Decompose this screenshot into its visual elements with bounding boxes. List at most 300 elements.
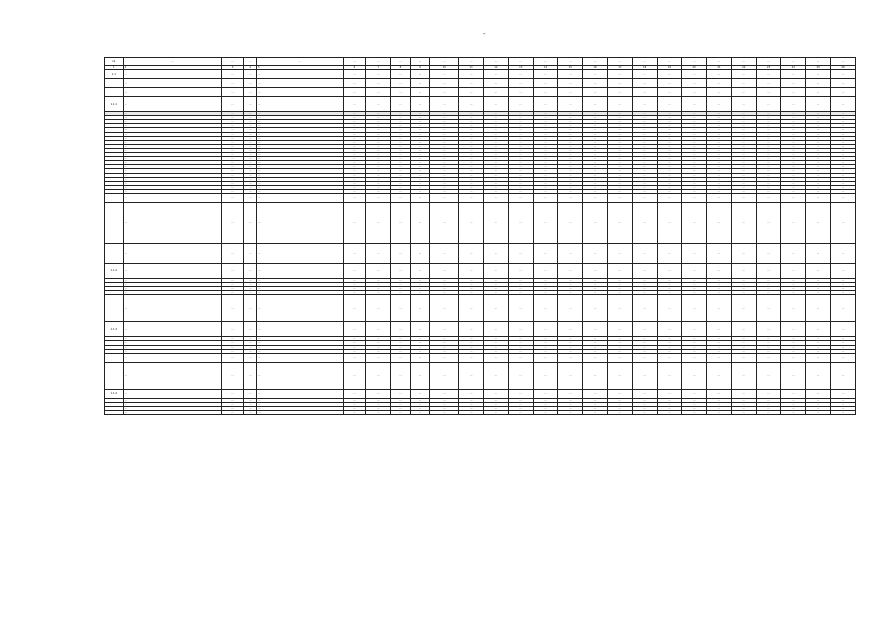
table-cell: … [707, 362, 732, 389]
table-cell: … [244, 161, 256, 165]
table-cell: … [123, 148, 221, 152]
table-cell: … [459, 177, 484, 181]
table-cell: … [806, 124, 831, 128]
table-cell: … [657, 406, 682, 410]
table-cell: … [508, 263, 533, 278]
table-cell: … [410, 362, 430, 389]
table-cell: 8 [391, 66, 411, 70]
table-cell: … [256, 243, 343, 263]
table-cell: … [343, 136, 366, 140]
table-cell: … [343, 295, 366, 322]
table-cell: … [366, 353, 391, 362]
table-cell: … [484, 362, 509, 389]
table-cell: … [256, 128, 343, 132]
table-cell: … [806, 402, 831, 406]
table-cell: 1.1.2 [105, 263, 124, 278]
table-cell: … [583, 402, 608, 406]
table-cell: … [391, 189, 411, 193]
table-cell: 6 [343, 66, 366, 70]
table-cell: … [632, 144, 657, 148]
table-cell: … [459, 341, 484, 345]
table-cell: … [366, 402, 391, 406]
table-cell: … [256, 116, 343, 120]
table-cell: … [682, 345, 707, 349]
table-cell: … [256, 411, 343, 415]
table-cell: … [366, 88, 391, 97]
table-cell: … [410, 97, 430, 112]
table-cell: … [244, 173, 256, 177]
table-cell: … [806, 88, 831, 97]
table-cell: … [583, 353, 608, 362]
table-cell: … [607, 144, 632, 148]
table-cell: … [583, 291, 608, 295]
table-cell: … [657, 341, 682, 345]
table-cell: … [430, 185, 459, 189]
table-cell: … [484, 287, 509, 291]
table-cell: … [256, 161, 343, 165]
table-cell: … [756, 362, 781, 389]
table-cell: … [459, 116, 484, 120]
table-cell: … [657, 97, 682, 112]
table-cell: … [583, 263, 608, 278]
table-cell: … [583, 153, 608, 157]
table-cell: … [391, 353, 411, 362]
table-cell: … [632, 157, 657, 161]
table-cell: … [366, 169, 391, 173]
table-cell: … [430, 263, 459, 278]
table-cell: … [756, 278, 781, 282]
table-cell: 1.1 [105, 70, 124, 79]
table-cell: … [366, 406, 391, 410]
table-cell: … [781, 341, 806, 345]
table-cell: … [558, 157, 583, 161]
table-cell: … [806, 120, 831, 124]
table-cell: … [731, 402, 756, 406]
table-cell: … [221, 112, 244, 116]
table-cell: … [256, 148, 343, 152]
table-cell: … [682, 389, 707, 398]
table-cell: … [343, 181, 366, 185]
table-cell: … [657, 389, 682, 398]
table-cell: … [123, 136, 221, 140]
table-cell: … [459, 120, 484, 124]
table-cell: … [391, 112, 411, 116]
column-header: … [430, 58, 459, 66]
table-cell: … [533, 322, 558, 337]
table-cell: … [430, 389, 459, 398]
table-cell: … [830, 97, 855, 112]
table-cell: … [459, 278, 484, 282]
table-cell: … [410, 322, 430, 337]
table-cell: … [410, 189, 430, 193]
table-cell: … [459, 136, 484, 140]
table-cell: … [244, 177, 256, 181]
table-cell: 26 [830, 66, 855, 70]
table-cell: … [366, 362, 391, 389]
table-cell: … [391, 398, 411, 402]
table-cell: … [682, 402, 707, 406]
table-cell: … [830, 349, 855, 353]
table-cell: … [484, 189, 509, 193]
table-cell: … [391, 341, 411, 345]
table-cell: … [558, 177, 583, 181]
table-cell: … [256, 189, 343, 193]
table-cell: … [583, 128, 608, 132]
table-cell: … [430, 283, 459, 287]
table-cell: … [459, 291, 484, 295]
table-cell: … [632, 177, 657, 181]
table-cell: … [366, 389, 391, 398]
table-cell: … [366, 398, 391, 402]
table-cell: … [781, 79, 806, 88]
table-cell: … [484, 124, 509, 128]
table-cell: … [410, 136, 430, 140]
table-cell: … [343, 112, 366, 116]
table-cell: … [123, 349, 221, 353]
table-cell: … [484, 79, 509, 88]
table-cell: … [657, 161, 682, 165]
table-cell: … [558, 389, 583, 398]
table-cell: … [484, 140, 509, 144]
table-cell: … [657, 185, 682, 189]
table-cell: … [410, 165, 430, 169]
table-cell: … [830, 165, 855, 169]
table-cell: … [123, 79, 221, 88]
table-cell: … [366, 411, 391, 415]
table-cell: … [682, 283, 707, 287]
table-cell: … [806, 148, 831, 152]
table-cell: … [583, 389, 608, 398]
table-cell: … [558, 112, 583, 116]
table-cell: … [459, 263, 484, 278]
table-cell: … [657, 263, 682, 278]
table-cell: … [256, 70, 343, 79]
table-cell: … [221, 173, 244, 177]
table-cell: … [781, 173, 806, 177]
table-cell: … [430, 153, 459, 157]
table-cell: … [410, 112, 430, 116]
table-cell: … [781, 345, 806, 349]
table-cell: … [830, 181, 855, 185]
table-cell: … [830, 287, 855, 291]
table-cell: 21 [707, 66, 732, 70]
table-cell: … [682, 278, 707, 282]
table-cell: … [682, 173, 707, 177]
table-cell: … [806, 353, 831, 362]
table-cell: … [533, 185, 558, 189]
table-cell: … [830, 88, 855, 97]
table-cell: … [256, 353, 343, 362]
table-cell: … [806, 398, 831, 402]
table-cell: … [221, 124, 244, 128]
table-cell: … [781, 283, 806, 287]
table-cell: … [632, 402, 657, 406]
table-cell: … [533, 124, 558, 128]
table-cell: … [731, 322, 756, 337]
table-cell: … [391, 263, 411, 278]
table-cell: … [806, 181, 831, 185]
table-cell: … [459, 287, 484, 291]
table-cell: … [508, 169, 533, 173]
table-cell: … [607, 349, 632, 353]
table-cell: … [731, 116, 756, 120]
table-cell: … [484, 165, 509, 169]
column-header: … [632, 58, 657, 66]
table-row [105, 79, 856, 88]
table-cell: … [632, 136, 657, 140]
table-cell: … [682, 189, 707, 193]
table-cell: … [806, 295, 831, 322]
table-cell: … [430, 278, 459, 282]
table-cell: … [123, 283, 221, 287]
table-cell: … [533, 157, 558, 161]
table-cell: … [707, 341, 732, 345]
table-cell: … [391, 283, 411, 287]
table-cell: … [343, 177, 366, 181]
table-cell: … [123, 402, 221, 406]
table-cell: … [806, 128, 831, 132]
table-cell: … [607, 362, 632, 389]
table-cell: … [558, 173, 583, 177]
table-cell: … [731, 181, 756, 185]
table-cell: … [756, 322, 781, 337]
table-cell: … [558, 97, 583, 112]
table-cell: … [607, 181, 632, 185]
table-cell: … [806, 337, 831, 341]
table-cell: … [830, 402, 855, 406]
table-cell: … [632, 398, 657, 402]
table-cell: … [221, 402, 244, 406]
column-header: … [221, 58, 244, 66]
table-cell: … [123, 362, 221, 389]
table-cell: … [123, 193, 221, 202]
table-cell: … [830, 120, 855, 124]
table-cell: … [558, 144, 583, 148]
table-cell: … [533, 128, 558, 132]
table-cell: … [707, 185, 732, 189]
table-cell: … [123, 173, 221, 177]
table-cell: … [731, 349, 756, 353]
table-cell: … [707, 402, 732, 406]
table-cell: … [459, 243, 484, 263]
table-cell: … [657, 322, 682, 337]
table-cell: … [731, 278, 756, 282]
table-cell: … [806, 287, 831, 291]
table-cell: … [756, 243, 781, 263]
table-cell: … [244, 132, 256, 136]
table-cell: … [459, 189, 484, 193]
table-cell: … [366, 278, 391, 282]
table-cell: … [781, 136, 806, 140]
table-cell: … [410, 283, 430, 287]
table-cell: … [657, 278, 682, 282]
table-cell: … [731, 398, 756, 402]
table-cell: … [410, 185, 430, 189]
table-cell: … [830, 291, 855, 295]
table-cell: … [244, 136, 256, 140]
table-cell: … [221, 88, 244, 97]
table-cell: … [583, 349, 608, 353]
table-cell: … [632, 389, 657, 398]
table-cell: … [707, 144, 732, 148]
table-cell: … [806, 202, 831, 243]
table-cell: … [343, 144, 366, 148]
table-cell: … [830, 389, 855, 398]
table-cell: … [123, 161, 221, 165]
table-cell: … [410, 345, 430, 349]
table-cell: … [391, 337, 411, 341]
table-cell: … [533, 120, 558, 124]
table-cell: … [244, 185, 256, 189]
table-cell: … [607, 411, 632, 415]
table-cell: … [244, 389, 256, 398]
column-header: … [484, 58, 509, 66]
table-cell: … [221, 177, 244, 181]
table-cell: … [682, 161, 707, 165]
table-cell: … [731, 124, 756, 128]
table-cell: … [657, 337, 682, 341]
table-cell: … [583, 177, 608, 181]
table-cell: … [657, 144, 682, 148]
table-cell: … [366, 136, 391, 140]
table-cell: … [221, 193, 244, 202]
table-cell: … [256, 136, 343, 140]
table-cell: … [632, 140, 657, 144]
table-cell: … [558, 148, 583, 152]
table-cell: … [508, 411, 533, 415]
column-header: … [731, 58, 756, 66]
table-cell: … [583, 157, 608, 161]
table-cell: … [123, 322, 221, 337]
table-cell: 18 [632, 66, 657, 70]
table-cell: … [366, 97, 391, 112]
table-cell: … [484, 116, 509, 120]
table-cell: … [558, 124, 583, 128]
table-cell: … [583, 136, 608, 140]
table-row [105, 389, 856, 398]
table-cell: … [484, 136, 509, 140]
table-cell: … [459, 349, 484, 353]
table-cell: … [391, 402, 411, 406]
table-cell: … [657, 353, 682, 362]
table-cell: … [781, 144, 806, 148]
table-cell: … [731, 345, 756, 349]
table-cell: … [430, 177, 459, 181]
table-cell: … [607, 132, 632, 136]
table-cell: … [806, 112, 831, 116]
table-cell: … [256, 132, 343, 136]
table-cell: … [410, 140, 430, 144]
table-cell: … [430, 287, 459, 291]
table-cell: … [781, 116, 806, 120]
table-cell: … [607, 70, 632, 79]
table-cell: … [830, 157, 855, 161]
table-cell: … [558, 136, 583, 140]
table-cell: … [459, 193, 484, 202]
table-cell: … [558, 411, 583, 415]
table-cell: … [410, 116, 430, 120]
table-cell: … [430, 161, 459, 165]
table-cell: … [533, 287, 558, 291]
table-cell: … [632, 116, 657, 120]
table-cell: … [583, 116, 608, 120]
table-cell: … [558, 153, 583, 157]
table-cell: … [123, 353, 221, 362]
table-cell: … [508, 157, 533, 161]
table-cell: … [484, 185, 509, 189]
table-cell: … [731, 341, 756, 345]
table-cell: … [830, 144, 855, 148]
column-header: … [410, 58, 430, 66]
table-cell: … [558, 278, 583, 282]
table-cell: … [756, 124, 781, 128]
table-cell: 5 [256, 66, 343, 70]
table-cell: … [707, 278, 732, 282]
table-cell: … [607, 169, 632, 173]
table-cell: … [484, 389, 509, 398]
table-cell: … [607, 148, 632, 152]
table-row [105, 88, 856, 97]
table-cell: … [410, 70, 430, 79]
table-cell: … [806, 243, 831, 263]
table-cell: … [583, 202, 608, 243]
table-cell: … [781, 120, 806, 124]
table-cell: … [682, 116, 707, 120]
table-cell: … [806, 341, 831, 345]
column-header: … [256, 58, 343, 66]
table-cell: … [391, 185, 411, 189]
table-cell: … [781, 278, 806, 282]
table-cell: … [682, 406, 707, 410]
table-cell: … [343, 389, 366, 398]
table-cell: … [632, 406, 657, 410]
table-cell: … [459, 161, 484, 165]
table-cell: … [533, 411, 558, 415]
table-cell: … [123, 97, 221, 112]
table-cell: … [221, 337, 244, 341]
table-cell: … [806, 291, 831, 295]
table-cell: … [366, 148, 391, 152]
table-cell: … [366, 295, 391, 322]
table-cell: … [682, 97, 707, 112]
table-cell: … [123, 169, 221, 173]
table-cell: … [244, 70, 256, 79]
table-cell: 19 [657, 66, 682, 70]
table-cell: … [256, 120, 343, 124]
table-cell: 14 [533, 66, 558, 70]
table-cell: 16 [583, 66, 608, 70]
table-cell: … [731, 173, 756, 177]
table-cell: … [221, 148, 244, 152]
table-cell: … [583, 345, 608, 349]
table-cell: … [632, 124, 657, 128]
table-cell: … [221, 128, 244, 132]
table-cell: … [244, 169, 256, 173]
table-cell: … [607, 193, 632, 202]
table-cell: … [583, 124, 608, 128]
table-cell: 11 [459, 66, 484, 70]
table-cell: … [806, 144, 831, 148]
table-cell: … [430, 157, 459, 161]
table-cell: … [221, 161, 244, 165]
table-cell: … [607, 322, 632, 337]
table-cell: … [459, 406, 484, 410]
table-cell: … [682, 136, 707, 140]
table-cell: … [391, 97, 411, 112]
table-cell: … [244, 295, 256, 322]
table-cell: … [806, 322, 831, 337]
table-cell: … [244, 345, 256, 349]
